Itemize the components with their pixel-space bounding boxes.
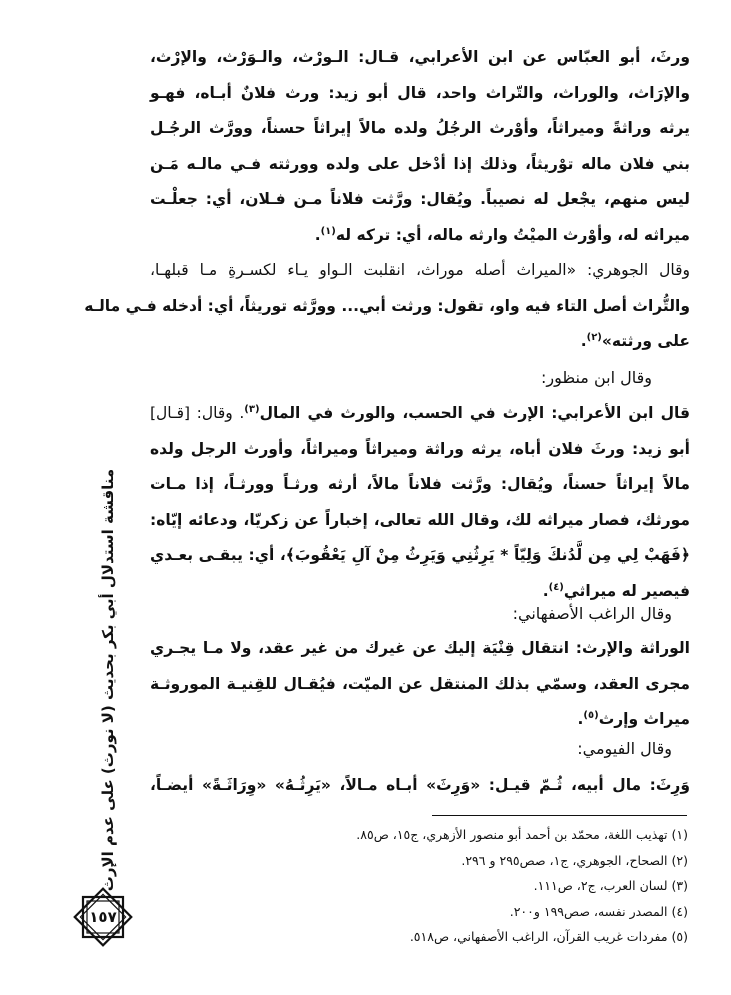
text-line: مالاً إيراثاً حسناً، ويُقال: ورَّثت فلاناً مالاً، أرثه ورثـاً وورثـاً، إذا مـات bbox=[150, 475, 690, 493]
section-heading: وقال الفيومي: bbox=[577, 739, 672, 758]
text-line-content: ميراث وإرث bbox=[598, 710, 690, 728]
footnotes bbox=[300, 822, 688, 950]
text-line-content: فيصير له ميراثي bbox=[563, 581, 690, 600]
footnote: (٢) الصحاح، الجوهري، ج١، صص٢٩٥ و ٢٩٦. bbox=[461, 852, 688, 868]
text-line: ليس منهم، يجْعل له نصيباً. ويُقال: ورَّثت فلاناً مـن فـلان، أي: جعلْـت bbox=[150, 190, 690, 208]
text-line: والإرَاث، والوراث، والتّراث واحد، قال أبو زيد: ورث فلانٌ أبـاه، فهـو bbox=[150, 83, 690, 102]
text-line: بني فلان ماله توْريثاً، وذلك إذا أدْخل على ولده وورثته فـي مالـه مَـن bbox=[150, 154, 690, 173]
paragraph-1 bbox=[150, 40, 690, 253]
text-line bbox=[150, 396, 690, 432]
footnote-ref: (٥) bbox=[583, 709, 599, 721]
text-line: ميراث وإرث$^{(٥)}$. bbox=[577, 709, 690, 728]
footnote-separator bbox=[432, 815, 687, 816]
text-line-content: قال ابن الأعرابي: الإرث في الحسب، والورث في المال bbox=[259, 404, 690, 422]
text-line: والتُّراث أصل التاء فيه واو، تقول: ورثت أبي... وورَّثه توريثاً، أي: أدخله فـي مالـه bbox=[84, 296, 690, 315]
heading-ibn-manzur bbox=[150, 360, 670, 396]
footnote-ref: (٢) bbox=[586, 331, 602, 343]
heading-raghib bbox=[150, 596, 690, 632]
quran-verse-line: ﴿فَهَبْ لِي مِن لَّدُنكَ وَلِيّاً * يَرِثُنِي وَيَرِثُ مِنْ آلِ يَعْقُوبَ﴾، أي: يبقـى بعـدي bbox=[150, 546, 690, 564]
text-line: مورثك، فصار ميراثه لك، وقال الله تعالى، إخباراً عن زكريّا، ودعائه إيّاه: bbox=[150, 510, 690, 529]
page-number-badge bbox=[70, 884, 136, 950]
quote-fayoumi bbox=[150, 768, 690, 804]
footnote-ref: (٤) bbox=[548, 581, 564, 593]
quote-raghib bbox=[150, 631, 690, 738]
text-line: وَرِثَ: مال أبيه، ثُـمّ قيـل: «وَرِثَ» أبـاه مـالاً، «يَرِثُـهُ» «وِرَاثَـةً» أيضـاً، bbox=[150, 776, 690, 794]
running-title-text: مناقشة استدلال أبي بكر بحديث (لا نورث) على عدم الإرث bbox=[99, 468, 117, 892]
paragraph-2 bbox=[84, 253, 690, 360]
section-heading: وقال ابن منظور: bbox=[540, 368, 652, 387]
footnote: (٤) المصدر نفسه، صص١٩٩ و٢٠٠. bbox=[509, 903, 688, 919]
text-line: مجرى العقد، وسمّي بذلك المنتقل عن الميّت، فيُقـال للقِنيـة الموروثـة bbox=[150, 674, 690, 693]
text-line: فيصير له ميراثي$^{(٤)}$. bbox=[542, 581, 690, 600]
text-line: يرثه وراثةً وميراثاً، وأوْرث الرجُلُ ولده مالاً إيراثاً حسناً، وورَّث الرجُـل bbox=[150, 119, 690, 137]
page-number: ١٥٧ bbox=[89, 908, 117, 926]
section-heading: وقال الراغب الأصفهاني: bbox=[512, 604, 672, 623]
text-line-content: على ورثته» bbox=[601, 332, 690, 350]
footnote-ref: (٣) bbox=[244, 403, 260, 415]
footnote: (١) تهذيب اللغة، محمّد بن أحمد أبو منصور الأزهري، ج١٥، ص٨٥. bbox=[356, 827, 688, 842]
footnote-ref: (١) bbox=[320, 225, 336, 237]
running-title bbox=[88, 468, 128, 892]
footnote: (٣) لسان العرب، ج٢، ص١١١. bbox=[533, 878, 688, 893]
text-line-content: وقال الجوهري: «الميراث أصله موراث، انقلبت الـواو يـاء لكسـرةِ مـا قبلهـا، bbox=[150, 261, 690, 279]
heading-fayoumi bbox=[150, 731, 690, 767]
footnote: (٥) مفردات غريب القرآن، الراغب الأصفهاني، ص٥١٨. bbox=[409, 929, 688, 944]
quote-ibn-manzur bbox=[150, 396, 690, 609]
text-line bbox=[150, 253, 690, 289]
text-line-content: ميراثه له، وأوْرث الميْتُ وارثه ماله، أي: تركه له bbox=[335, 225, 690, 244]
text-line: على ورثته»$^{(٢)}$. bbox=[580, 331, 690, 350]
text-line: الوراثة والإرث: انتقال قِنْيَة إليك عن غيرك من غير عقد، ولا مـا يجـري bbox=[150, 639, 690, 657]
text-line: ورثَ، أبو العبّاس عن ابن الأعرابي، قـال: الـورْث، والـوَرْث، والإرْث، bbox=[150, 48, 690, 66]
text-line-content: . وقال: [قـال] bbox=[150, 404, 245, 422]
text-line: أبو زيد: ورثَ فلان أباه، يرثه وراثة وميراثاً وميراثاً، وأورث الرجل ولده bbox=[150, 439, 690, 458]
text-line: ميراثه له، وأوْرث الميْتُ وارثه ماله، أي: تركه له$^{(١)}$. bbox=[314, 225, 690, 244]
